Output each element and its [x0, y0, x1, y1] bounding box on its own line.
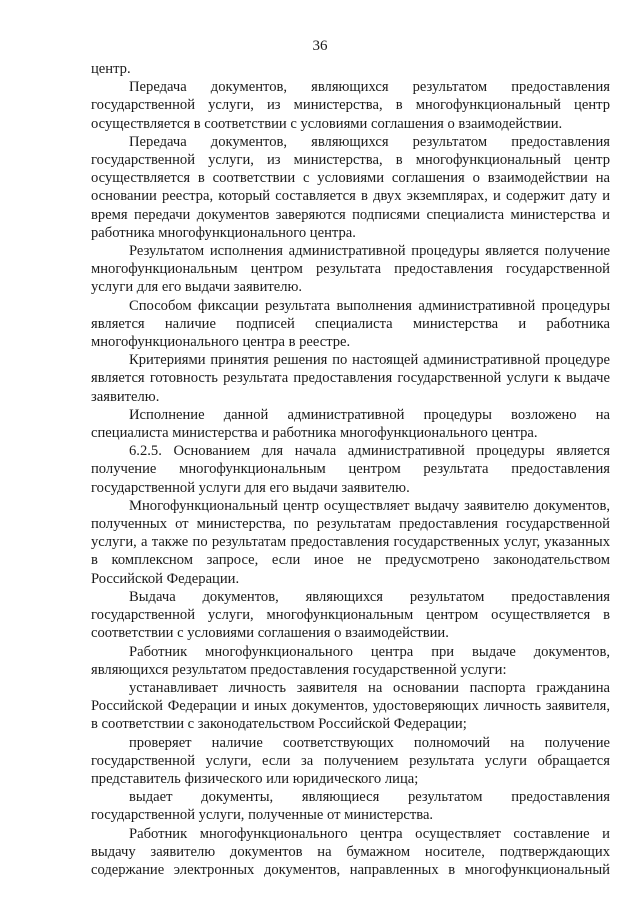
paragraph: Передача документов, являющихся результатом предоставления государственной услуги, из министерства, в многофункциональный центр осуществляется в соответствии с условиями соглашения о взаимодействии на основании реестра, который составляется в двух экземплярах, и содержит дату и время передачи документов заверяются подписями специалиста министерства и работника многофункционального центра.: [91, 133, 610, 241]
paragraph: Работник многофункционального центра при выдаче документов, являющихся результатом предоставления государственной услуги:: [91, 643, 610, 678]
section-paragraph: 6.2.5. Основанием для начала административной процедуры является получение многофункциональным центром результата предоставления государственной услуги для его выдачи заявителю.: [91, 443, 610, 496]
page-number: 36: [312, 38, 328, 54]
paragraph: Исполнение данной административной процедуры возложено на специалиста министерства и работника многофункционального центра.: [91, 406, 610, 442]
list-item: устанавливает личность заявителя на основании паспорта гражданина Российской Федерации и иных документов, удостоверяющих личность заявителя, в соответствии с законодательством Российской Федерации;: [91, 679, 610, 733]
paragraph: Выдача документов, являющихся результатом предоставления государственной услуги, многофункциональным центром осуществляется в соответствии с условиями соглашения о взаимодействии.: [91, 588, 610, 642]
paragraph: Передача документов, являющихся результатом предоставления государственной услуги, из министерства, в многофункциональный центр осуществляется в соответствии с условиями соглашения о взаимодействии.: [91, 79, 610, 132]
paragraph: Результатом исполнения административной процедуры является получение многофункциональным центром результата предоставления государственной услуги для его выдачи заявителю.: [91, 243, 610, 296]
list-item: проверяет наличие соответствующих полномочий на получение государственной услуги, если за получением результата услуги обращается представитель физического или юридического лица;: [91, 734, 610, 787]
list-item: выдает документы, являющиеся результатом предоставления государственной услуги, полученные от министерства.: [91, 789, 610, 824]
body-text: [91, 60, 610, 879]
paragraph: Многофункциональный центр осуществляет выдачу заявителю документов, полученных от министерства, по результатам предоставления государственной услуги, а также по результатам предоставления государственных услуг, указанных в комплексном запросе, если иное не предусмотрено законодательством Российской Федерации.: [91, 497, 610, 587]
paragraph: Способом фиксации результата выполнения административной процедуры является наличие подписей специалиста министерства и работника многофункционального центра в реестре.: [91, 297, 610, 351]
paragraph: Критериями принятия решения по настоящей административной процедуре является готовность результата предоставления государственной услуги к выдаче заявителю.: [91, 352, 610, 405]
paragraph: центр.: [91, 61, 131, 77]
paragraph: Работник многофункционального центра осуществляет составление и выдачу заявителю документов на бумажном носителе, подтверждающих содержание электронных документов, направленных в многофункциональный: [91, 825, 610, 878]
